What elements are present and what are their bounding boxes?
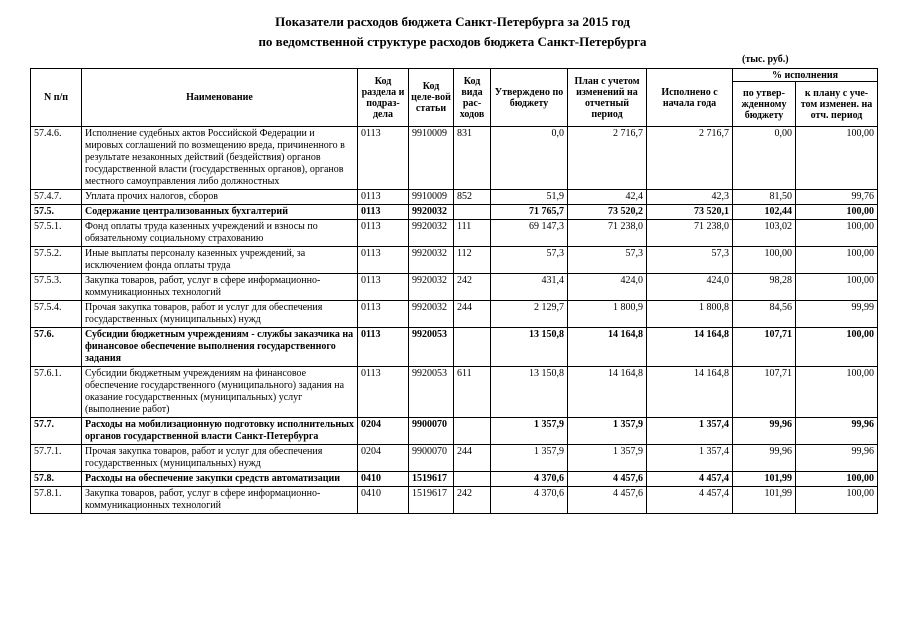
- row-approved: 51,9: [491, 190, 568, 205]
- row-pct-plan: 100,00: [796, 328, 878, 367]
- row-section-code: 0113: [358, 247, 409, 274]
- row-section-code: 0113: [358, 301, 409, 328]
- row-name: Субсидии бюджетным учреждениям на финансовое обеспечение государственного (муниципального) задания на оказание государственных (муниципальных) услуг (выполнение работ): [82, 367, 358, 418]
- row-plan: 1 357,9: [568, 445, 647, 472]
- row-num: 57.7.1.: [31, 445, 82, 472]
- row-article-code: 9910009: [409, 190, 454, 205]
- row-approved: 57,3: [491, 247, 568, 274]
- header-pct-approved: по утвер-жденному бюджету: [733, 82, 796, 127]
- row-pct-plan: 99,76: [796, 190, 878, 205]
- row-plan: 1 357,9: [568, 418, 647, 445]
- row-approved: 13 150,8: [491, 328, 568, 367]
- row-section-code: 0113: [358, 205, 409, 220]
- row-article-code: 9920053: [409, 367, 454, 418]
- row-pct-approved: 107,71: [733, 328, 796, 367]
- table-row: [31, 418, 878, 445]
- row-approved: 431,4: [491, 274, 568, 301]
- row-name: Содержание централизованных бухгалтерий: [82, 205, 358, 220]
- row-executed: 73 520,1: [647, 205, 733, 220]
- row-name: Прочая закупка товаров, работ и услуг для обеспечения государственных (муниципальных) нужд: [82, 445, 358, 472]
- row-approved: 2 129,7: [491, 301, 568, 328]
- row-kind-code: 112: [454, 247, 491, 274]
- table-row: [31, 445, 878, 472]
- row-num: 57.7.: [31, 418, 82, 445]
- row-section-code: 0113: [358, 274, 409, 301]
- row-approved: 71 765,7: [491, 205, 568, 220]
- row-name: Уплата прочих налогов, сборов: [82, 190, 358, 205]
- row-section-code: 0204: [358, 418, 409, 445]
- header-num: N п/п: [31, 69, 82, 127]
- row-executed: 14 164,8: [647, 328, 733, 367]
- document-subtitle: по ведомственной структуре расходов бюджета Санкт-Петербурга: [258, 34, 647, 49]
- row-executed: 1 800,8: [647, 301, 733, 328]
- row-pct-approved: 99,96: [733, 418, 796, 445]
- row-pct-approved: 0,00: [733, 127, 796, 190]
- row-num: 57.4.7.: [31, 190, 82, 205]
- header-article: Код целе-вой статьи: [409, 69, 454, 127]
- row-article-code: 9920053: [409, 328, 454, 367]
- row-executed: 1 357,4: [647, 418, 733, 445]
- row-plan: 424,0: [568, 274, 647, 301]
- row-num: 57.5.4.: [31, 301, 82, 328]
- row-pct-approved: 84,56: [733, 301, 796, 328]
- row-kind-code: [454, 328, 491, 367]
- table-row: [31, 205, 878, 220]
- row-article-code: 9910009: [409, 127, 454, 190]
- row-kind-code: 852: [454, 190, 491, 205]
- budget-table: [30, 68, 878, 514]
- row-article-code: 9920032: [409, 274, 454, 301]
- row-name: Исполнение судебных актов Российской Федерации и мировых соглашений по возмещению вреда, причиненного в результате незаконных действий (бездействия) органов государственной власти (государственных органов), органов местного самоуправления либо должностных: [82, 127, 358, 190]
- row-executed: 2 716,7: [647, 127, 733, 190]
- row-kind-code: 242: [454, 274, 491, 301]
- row-num: 57.8.: [31, 472, 82, 487]
- row-plan: 14 164,8: [568, 328, 647, 367]
- row-section-code: 0113: [358, 127, 409, 190]
- row-approved: 0,0: [491, 127, 568, 190]
- table-row: [31, 367, 878, 418]
- row-num: 57.8.1.: [31, 487, 82, 514]
- row-pct-plan: 100,00: [796, 247, 878, 274]
- row-plan: 2 716,7: [568, 127, 647, 190]
- table-body: [31, 127, 878, 514]
- row-pct-approved: 107,71: [733, 367, 796, 418]
- row-article-code: 9900070: [409, 418, 454, 445]
- table-row: [31, 487, 878, 514]
- table-row: [31, 247, 878, 274]
- row-pct-plan: 99,96: [796, 445, 878, 472]
- table-row: [31, 274, 878, 301]
- row-pct-approved: 101,99: [733, 487, 796, 514]
- table-row: [31, 127, 878, 190]
- row-article-code: 9920032: [409, 247, 454, 274]
- header-plan: План с учетом изменений на отчетный период: [568, 69, 647, 127]
- row-pct-approved: 81,50: [733, 190, 796, 205]
- row-name: Иные выплаты персоналу казенных учреждений, за исключением фонда оплаты труда: [82, 247, 358, 274]
- row-plan: 14 164,8: [568, 367, 647, 418]
- row-name: Прочая закупка товаров, работ и услуг для обеспечения государственных (муниципальных) нужд: [82, 301, 358, 328]
- row-plan: 4 457,6: [568, 487, 647, 514]
- table-row: [31, 301, 878, 328]
- row-section-code: 0113: [358, 367, 409, 418]
- header-pct-plan: к плану с уче-том изменен. на отч. период: [796, 82, 878, 127]
- row-plan: 71 238,0: [568, 220, 647, 247]
- row-name: Субсидии бюджетным учреждениям - службы заказчика на финансовое обеспечение выполнения государственного задания: [82, 328, 358, 367]
- row-pct-plan: 100,00: [796, 367, 878, 418]
- row-num: 57.5.3.: [31, 274, 82, 301]
- row-plan: 57,3: [568, 247, 647, 274]
- row-article-code: 1519617: [409, 472, 454, 487]
- row-article-code: 9920032: [409, 220, 454, 247]
- row-num: 57.6.1.: [31, 367, 82, 418]
- row-kind-code: 242: [454, 487, 491, 514]
- row-num: 57.5.: [31, 205, 82, 220]
- row-executed: 4 457,4: [647, 487, 733, 514]
- row-approved: 1 357,9: [491, 418, 568, 445]
- row-article-code: 9920032: [409, 301, 454, 328]
- row-article-code: 9900070: [409, 445, 454, 472]
- row-name: Расходы на мобилизационную подготовку исполнительных органов государственной власти Санкт-Петербурга: [82, 418, 358, 445]
- header-kind: Код вида рас-ходов: [454, 69, 491, 127]
- row-pct-approved: 100,00: [733, 247, 796, 274]
- row-pct-plan: 100,00: [796, 220, 878, 247]
- table-row: [31, 190, 878, 205]
- row-pct-approved: 101,99: [733, 472, 796, 487]
- row-num: 57.5.2.: [31, 247, 82, 274]
- row-approved: 13 150,8: [491, 367, 568, 418]
- row-kind-code: [454, 472, 491, 487]
- row-name: Расходы на обеспечение закупки средств автоматизации: [82, 472, 358, 487]
- row-pct-approved: 98,28: [733, 274, 796, 301]
- row-num: 57.4.6.: [31, 127, 82, 190]
- row-executed: 71 238,0: [647, 220, 733, 247]
- row-plan: 4 457,6: [568, 472, 647, 487]
- row-section-code: 0410: [358, 487, 409, 514]
- row-pct-approved: 99,96: [733, 445, 796, 472]
- row-pct-plan: 100,00: [796, 205, 878, 220]
- row-article-code: 9920032: [409, 205, 454, 220]
- row-executed: 42,3: [647, 190, 733, 205]
- row-kind-code: [454, 205, 491, 220]
- row-executed: 1 357,4: [647, 445, 733, 472]
- row-pct-approved: 102,44: [733, 205, 796, 220]
- row-num: 57.6.: [31, 328, 82, 367]
- row-plan: 1 800,9: [568, 301, 647, 328]
- row-section-code: 0113: [358, 220, 409, 247]
- table-row: [31, 472, 878, 487]
- row-name: Фонд оплаты труда казенных учреждений и взносы по обязательному социальному страхованию: [82, 220, 358, 247]
- row-kind-code: 111: [454, 220, 491, 247]
- row-approved: 1 357,9: [491, 445, 568, 472]
- units-label: (тыс. руб.): [742, 54, 789, 65]
- row-section-code: 0113: [358, 190, 409, 205]
- row-approved: 69 147,3: [491, 220, 568, 247]
- header-name: Наименование: [82, 69, 358, 127]
- row-kind-code: [454, 418, 491, 445]
- row-kind-code: 831: [454, 127, 491, 190]
- row-executed: 424,0: [647, 274, 733, 301]
- row-pct-plan: 100,00: [796, 472, 878, 487]
- row-executed: 14 164,8: [647, 367, 733, 418]
- row-section-code: 0113: [358, 328, 409, 367]
- row-pct-plan: 100,00: [796, 274, 878, 301]
- row-plan: 42,4: [568, 190, 647, 205]
- row-kind-code: 611: [454, 367, 491, 418]
- row-approved: 4 370,6: [491, 472, 568, 487]
- row-executed: 4 457,4: [647, 472, 733, 487]
- header-executed: Исполнено с начала года: [647, 69, 733, 127]
- row-num: 57.5.1.: [31, 220, 82, 247]
- row-pct-plan: 100,00: [796, 487, 878, 514]
- table-row: [31, 220, 878, 247]
- row-section-code: 0204: [358, 445, 409, 472]
- row-kind-code: 244: [454, 445, 491, 472]
- header-pct-group: % исполнения: [733, 69, 878, 82]
- document-title: Показатели расходов бюджета Санкт-Петербурга за 2015 год: [275, 14, 630, 29]
- row-plan: 73 520,2: [568, 205, 647, 220]
- row-executed: 57,3: [647, 247, 733, 274]
- row-kind-code: 244: [454, 301, 491, 328]
- row-name: Закупка товаров, работ, услуг в сфере информационно-коммуникационных технологий: [82, 274, 358, 301]
- row-pct-plan: 99,96: [796, 418, 878, 445]
- row-approved: 4 370,6: [491, 487, 568, 514]
- row-pct-approved: 103,02: [733, 220, 796, 247]
- table-row: [31, 328, 878, 367]
- row-name: Закупка товаров, работ, услуг в сфере информационно-коммуникационных технологий: [82, 487, 358, 514]
- row-section-code: 0410: [358, 472, 409, 487]
- row-pct-plan: 99,99: [796, 301, 878, 328]
- header-section: Код раздела и подраз-дела: [358, 69, 409, 127]
- row-article-code: 1519617: [409, 487, 454, 514]
- row-pct-plan: 100,00: [796, 127, 878, 190]
- header-approved: Утверждено по бюджету: [491, 69, 568, 127]
